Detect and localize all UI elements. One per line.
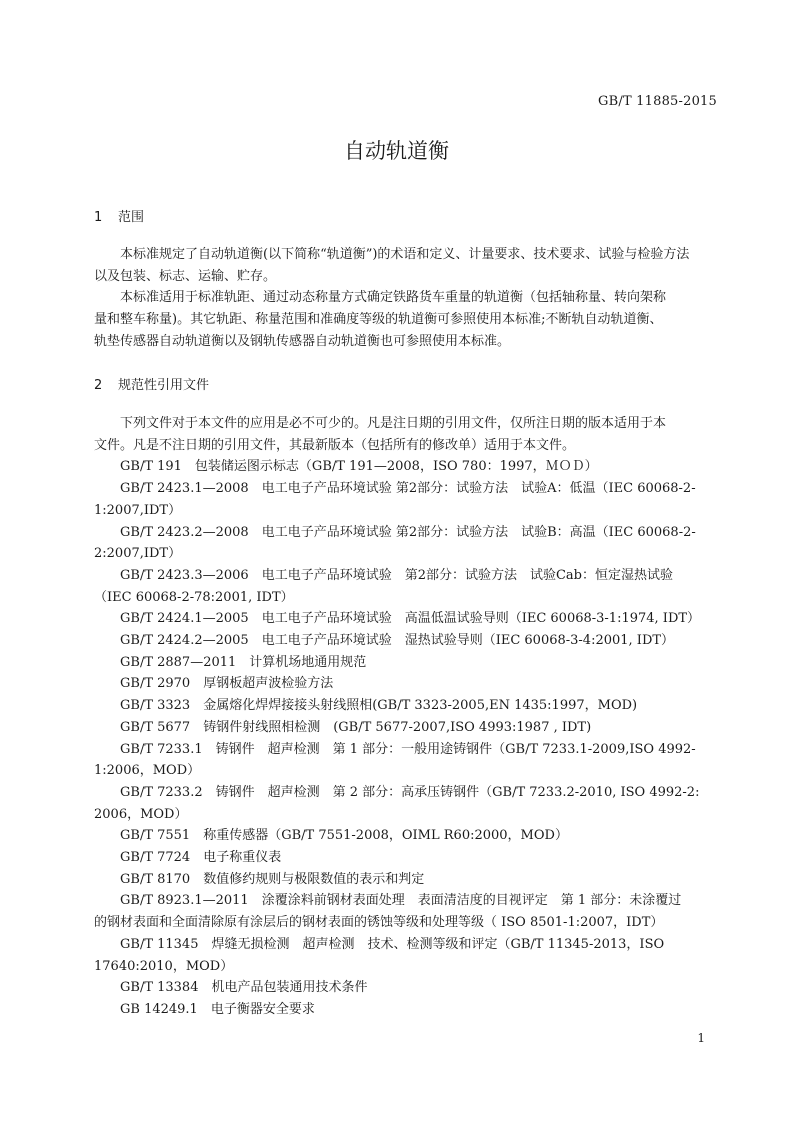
reference-item [94,717,712,739]
reference-line: GB/T 7551 称重传感器（GB/T 7551-2008，OIML R60:2000，MOD） [120,828,568,844]
reference-line: GB/T 2424.2—2005 电工电子产品环境试验 湿热试验导则（IEC 60068-3-4:2001, IDT） [120,633,675,649]
reference-item [94,934,712,977]
paragraph-line: 文件。凡是不注日期的引用文件，其最新版本（包括所有的修改单）适用于本文件。 [94,437,576,453]
reference-line: GB/T 191 包装储运图示标志（GB/T 191—2008，ISO 780：1997，ＭＯＤ） [120,459,598,475]
reference-continuation: 的钢材表面和全面清除原有涂层后的钢材表面的锈蚀等级和处理等级（ ISO 8501-1:2007，IDT） [94,915,664,931]
section-2-heading [94,374,209,393]
reference-line: GB/T 2423.2—2008 电工电子产品环境试验 第2部分：试验方法 试验B：高温（IEC 60068-2- [120,524,696,540]
normative-reference-list [94,456,712,1020]
reference-line: GB/T 8170 数值修约规则与极限数值的表示和判定 [120,871,425,887]
section-1-heading [94,206,144,225]
reference-item [94,695,712,717]
reference-item [94,478,712,521]
section-number: 2 [94,378,103,393]
reference-item [94,869,712,891]
reference-continuation: 2:2007,IDT） [94,546,182,562]
reference-continuation: 2006，MOD） [94,806,188,822]
reference-item [94,608,712,630]
reference-item [94,673,712,695]
section-title: 规范性引用文件 [118,378,210,393]
reference-item [94,782,712,825]
reference-line: GB/T 7724 电子称重仪表 [120,850,282,866]
reference-line: GB/T 3323 金属熔化焊焊接接头射线照相(GB/T 3323-2005,EN 1435:1997，MOD) [120,698,638,714]
reference-item [94,890,712,933]
reference-line: GB/T 2970 厚钢板超声波检验方法 [120,676,334,692]
reference-line: GB/T 5677 铸钢件射线照相检测 (GB/T 5677-2007,ISO 4993:1987 , IDT) [120,719,592,735]
reference-item [94,522,712,565]
reference-item [94,565,712,608]
section-number: 1 [94,210,103,225]
page-number: 1 [697,1031,705,1045]
reference-line: GB/T 11345 焊缝无损检测 超声检测 技术、检测等级和评定（GB/T 11345-2013，ISO [120,936,665,952]
paragraph-line: 轨垫传感器自动轨道衡以及钢轨传感器自动轨道衡也可参照使用本标准。 [94,333,511,349]
reference-line: GB/T 2423.3—2006 电工电子产品环境试验 第2部分：试验方法 试验Cab：恒定湿热试验 [120,567,673,583]
reference-continuation: （IEC 60068-2-78:2001, IDT） [94,589,294,605]
reference-item [94,652,712,674]
reference-item [94,847,712,869]
standard-code: GB/T 11885-2015 [598,94,717,109]
paragraph-line: 下列文件对于本文件的应用是必不可少的。凡是注日期的引用文件，仅所注日期的版本适用于本 [120,416,667,431]
reference-line: GB/T 2423.1—2008 电工电子产品环境试验 第2部分：试验方法 试验A：低温（IEC 60068-2- [120,481,696,497]
section-title: 范围 [118,210,145,225]
paragraph-line: 量和整车称量)。其它轨距、称量范围和准确度等级的轨道衡可参照使用本标准;不断轨自动轨道衡、 [94,312,663,328]
reference-line: GB/T 7233.1 铸钢件 超声检测 第 1 部分：一般用途铸钢件（GB/T 7233.1-2009,ISO 4992- [120,741,696,757]
reference-continuation: 1:2006，MOD） [94,763,201,779]
reference-line: GB/T 2424.1—2005 电工电子产品环境试验 高温低温试验导则（IEC 60068-3-1:1974, IDT） [120,611,701,627]
reference-item [94,739,712,782]
reference-item [94,999,712,1021]
section-2-body [94,413,712,1021]
reference-item [94,825,712,847]
reference-continuation: 17640:2010，MOD） [94,958,234,974]
reference-item [94,456,712,478]
reference-item [94,630,712,652]
document-title: 自动轨道衡 [344,139,449,163]
reference-item [94,977,712,999]
section-1-body [94,244,712,353]
reference-line: GB/T 8923.1—2011 涂覆涂料前钢材表面处理 表面清洁度的目视评定 第 1 部分：未涂覆过 [120,893,682,909]
paragraph-line: 以及包装、标志、运输、贮存。 [94,268,277,284]
reference-line: GB/T 7233.2 铸钢件 超声检测 第 2 部分：高承压铸钢件（GB/T 7233.2-2010, ISO 4992-2: [120,784,700,800]
paragraph-line: 本标准适用于标准轨距、通过动态称量方式确定铁路货车重量的轨道衡（包括轴称量、转向架称 [120,290,667,306]
reference-line: GB/T 2887—2011 计算机场地通用规范 [120,654,367,670]
paragraph-line: 本标准规定了自动轨道衡(以下简称“轨道衡”)的术语和定义、计量要求、技术要求、试验与检验方法 [120,247,690,262]
reference-continuation: 1:2007,IDT） [94,502,182,518]
reference-line: GB 14249.1 电子衡器安全要求 [120,1001,315,1017]
reference-line: GB/T 13384 机电产品包装通用技术条件 [120,980,368,996]
